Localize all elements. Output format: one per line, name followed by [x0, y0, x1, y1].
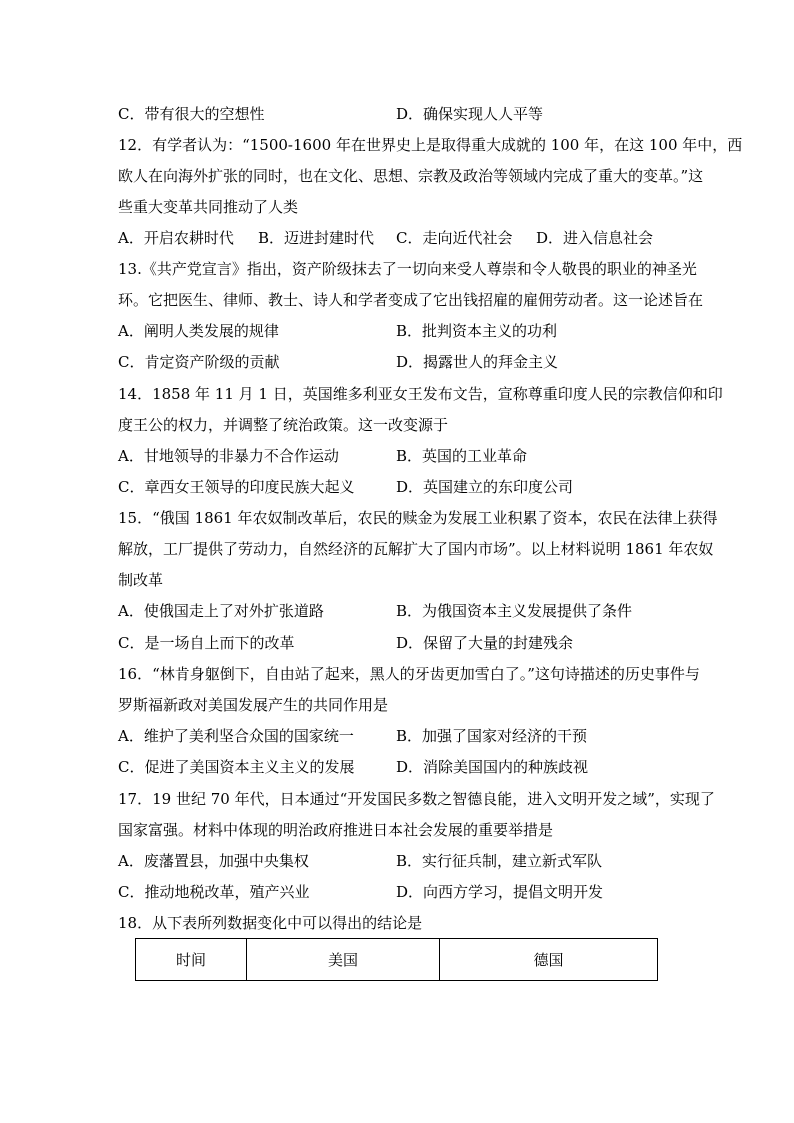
q14-option-a: A．甘地领导的非暴力不合作运动 [118, 447, 339, 465]
q14-stem-line-1: 14．1858 年 11 月 1 日，英国维多利亚女王发布文告，宣称尊重印度人民的宗教信仰和印 [118, 385, 723, 403]
q17-option-c: C．推动地税改革，殖产兴业 [118, 883, 310, 901]
q13-stem-line-1: 13.《共产党宣言》指出，资产阶级抹去了一切向来受人尊崇和令人敬畏的职业的神圣光 [118, 260, 697, 278]
q17-option-b: B．实行征兵制，建立新式军队 [396, 852, 603, 870]
q13-option-d: D．揭露世人的拜金主义 [396, 353, 559, 371]
q14-option-c: C．章西女王领导的印度民族大起义 [118, 478, 355, 496]
q13-option-a: A．阐明人类发展的规律 [118, 322, 279, 340]
q12-stem-line-1: 12．有学者认为：“1500-1600 年在世界史上是取得重大成就的 100 年，在这 100 年中，西 [118, 136, 743, 154]
q13-option-b: B．批判资本主义的功利 [396, 322, 558, 340]
q14-option-d: D．英国建立的东印度公司 [396, 478, 574, 496]
q14-stem-line-2: 度王公的权力，并调整了统治政策。这一改变源于 [118, 416, 449, 434]
q18-stem: 18．从下表所列数据变化中可以得出的结论是 [118, 914, 423, 932]
q17-stem-line-1: 17．19 世纪 70 年代，日本通过“开发国民多数之智德良能，进入文明开发之域”，实现了 [118, 790, 715, 808]
table-header-time: 时间 [136, 939, 247, 981]
q17-option-a: A．废藩置县，加强中央集权 [118, 852, 309, 870]
q12-option-b: B．迈进封建时代 [258, 229, 375, 247]
q12-stem-line-3: 些重大变革共同推动了人类 [118, 198, 299, 216]
q15-option-b: B．为俄国资本主义发展提供了条件 [396, 602, 633, 620]
q16-stem-line-1: 16．“林肯身躯倒下，自由站了起来，黑人的牙齿更加雪白了。”这句诗描述的历史事件与 [118, 665, 700, 683]
table-header-germany: 德国 [440, 939, 658, 981]
q12-stem-line-2: 欧人在向海外扩张的同时，也在文化、思想、宗教及政治等领域内完成了重大的变革。”这 [118, 167, 704, 185]
q11-option-c: C．带有很大的空想性 [118, 105, 265, 123]
q17-option-d: D．向西方学习，提倡文明开发 [396, 883, 604, 901]
q18-data-table [135, 938, 658, 981]
q15-option-c: C．是一场自上而下的改革 [118, 634, 295, 652]
q12-option-a: A．开启农耕时代 [118, 229, 234, 247]
q15-stem-line-1: 15．“俄国 1861 年农奴制改革后，农民的赎金为发展工业积累了资本，农民在法律上获得 [118, 509, 718, 527]
q13-option-c: C．肯定资产阶级的贡献 [118, 353, 280, 371]
q14-option-b: B．英国的工业革命 [396, 447, 528, 465]
q11-option-d: D．确保实现人人平等 [396, 105, 544, 123]
q16-option-a: A．维护了美利坚合众国的国家统一 [118, 727, 354, 745]
table-header-row [136, 939, 658, 981]
q16-option-b: B．加强了国家对经济的干预 [396, 727, 588, 745]
q15-option-a: A．使俄国走上了对外扩张道路 [118, 602, 324, 620]
q15-stem-line-3: 制改革 [118, 571, 164, 589]
q16-stem-line-2: 罗斯福新政对美国发展产生的共同作用是 [118, 696, 389, 714]
q12-option-d: D．进入信息社会 [536, 229, 654, 247]
q13-stem-line-2: 环。它把医生、律师、教士、诗人和学者变成了它出钱招雇的雇佣劳动者。这一论述旨在 [118, 291, 704, 309]
table-header-usa: 美国 [247, 939, 440, 981]
q12-option-c: C．走向近代社会 [396, 229, 513, 247]
q15-stem-line-2: 解放，工厂提供了劳动力，自然经济的瓦解扩大了国内市场”。以上材料说明 1861 年农奴 [118, 540, 714, 558]
q16-option-c: C．促进了美国资本主义主义的发展 [118, 758, 355, 776]
q15-option-d: D．保留了大量的封建残余 [396, 634, 574, 652]
q16-option-d: D．消除美国国内的种族歧视 [396, 758, 589, 776]
q17-stem-line-2: 国家富强。材料中体现的明治政府推进日本社会发展的重要举措是 [118, 821, 554, 839]
